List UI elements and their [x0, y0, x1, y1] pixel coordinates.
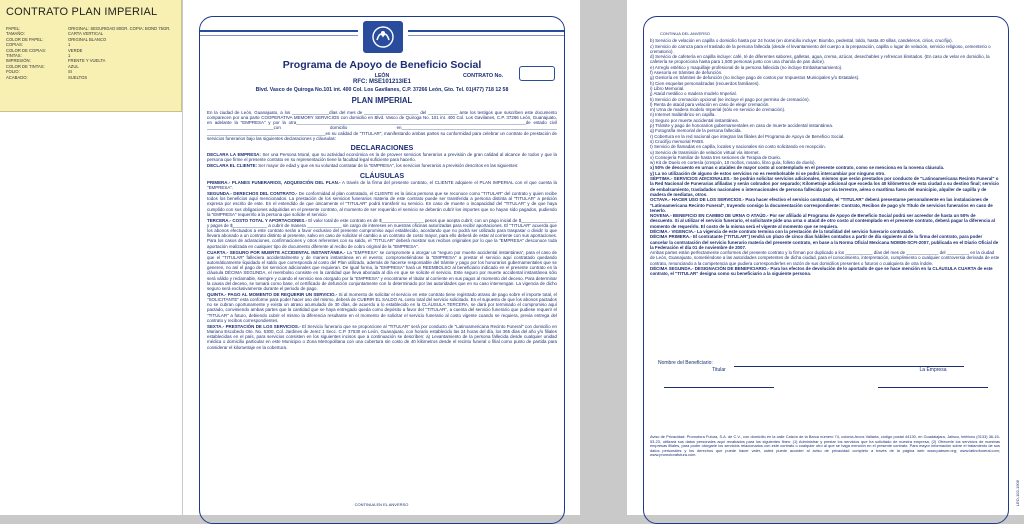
- spec-row: [6, 75, 175, 80]
- spec-key: ACABADO:: [6, 74, 28, 80]
- service-item: Ambas partes están perfectamente conformes del presente contrato y lo firman por duplicado a los ___________ días del mes de _____________ del _________ en la ciudad de León, Guanajuato, sometiéndose a las autoridades competentes de dicha ciudad, para el conocimiento, interpretación, cumplimiento o cualquier controversia derivada de este contrato, renunciando a la competencia que pudiera corresponderles en razón de sus domicilios presentes o futuros o cualquiera de otra índole.: [650, 250, 1000, 266]
- signature-titular: [664, 367, 774, 388]
- service-item: DÉCIMA SEGUNDA.- DESIGNACIÓN DE BENEFICIARIO.- Para los efectos de devolución de lo aportado de que se hace mención en la CLÁUSULA CUARTA de este contrato, el "TITULAR" designa como su beneficiario a la siguiente persona.: [650, 266, 993, 277]
- service-item: DÉCIMA PRIMERA.- El contratante ("TITULAR") tendrá un plazo de cinco días hábiles contados a partir de día siguiente al de la firma del contrato, para poder cancelar la contratación del servicio funerario materia del presente contrato, en base a la Norma Oficial Mexicana NOM36-SCFI-2007, publicada en el Diario Oficial de la Federación el día 01 de noviembre de 2007.: [650, 234, 999, 250]
- service-item: k) Servicio de cremación opcional (se incluye el pago por permiso de cremación).: [650, 96, 810, 102]
- spec-key: TINTAS:: [6, 53, 22, 59]
- plan-title: PLAN IMPERIAL: [351, 96, 413, 105]
- contract-body-front: [207, 110, 557, 351]
- company-address: Blvd. Vasco de Quiroga No.101 int. 400 Col. Los Gavilanes, C.P. 37266 León, Gto. Tel. 01(477) 718 12 58: [255, 87, 509, 93]
- spec-key: FOLIO:: [6, 69, 20, 75]
- service-item: r) Cobertura en la red nacional que integran las filiales del Programa de Apoyo de Beneficio Social.: [650, 133, 845, 139]
- spec-key: PAPEL:: [6, 26, 21, 31]
- clause-1: [207, 180, 557, 190]
- contract-page-back: [627, 0, 1024, 515]
- spec-key: IMPRESIÓN:: [6, 58, 31, 64]
- signature-titular-line: [664, 387, 774, 388]
- service-item: f) Asesoría en trámites de defunción.: [650, 70, 723, 76]
- service-item: e) Arreglo estético y maquillaje profesional de la persona fallecida (no incluye Embalsamamiento).: [650, 64, 843, 70]
- company-rfc: RFC: MSE101213IE1: [352, 79, 412, 85]
- clause-3-text: El valor total de este contrato es de $_________________ pesos que acepta cubrir, con un pago inicial de $______________, y pagos de $______________ a cubrir de manera ______________ sin cargo de intereses en nuestras oficinas autorizadas para recibir aportaciones. El "TITULAR" acuerda que los abonos efectuados a este contrato serán a favor exclusivo del presente compromiso aquí establecido, acordando que no podrá ser utilizado para traspasar o dividir lo que llevara abonado a un contrato distinto al presente, salvo en caso de solicitar el cambio a un contrato de costo mayor, para ello deberá de estar al corriente con sus aportaciones. Para los casos de aclaraciones, confirmaciones y otros referentes con su saldo, el "TITULAR" deberá mostrar sus recibos originales por lo que la "EMPRESA" desconoce toda aportación realizada en cualquier tipo de documento diferente al recibo de cobro original de la "EMPRESA".: [207, 217, 557, 249]
- company-city: LEÓN: [374, 73, 390, 79]
- page-frame: [199, 16, 565, 524]
- service-item: o) Seguro por muerte accidental instantánea.: [650, 117, 739, 123]
- clause-2-text: De conformidad al plan contratado, el CLIENTE es la única persona que se reconoce como "TITULAR" del contrato y quien recibe todos los beneficios aquí mencionados. La prestación de los servicios funerarios materia de este contrato puede ser transferida a persona distinta al "TITULAR" a petición expresa por escrito de este. En el entendido de que únicamente el "TITULAR" podrá transferir su servicio. En caso de muerte o incapacidad del "TITULAR" y de que haya cumplido con sus obligaciones adquiridas en el presente contrato, al momento de ser requerido el servicio se deberán cubrir los importes que no hayan sido pagados, pudiendo la "EMPRESA" requerirlo a la persona que solicite el servicio: [207, 191, 557, 217]
- clause-4-label: CUARTA.- SEGURO POR MUERTE ACCIDENTAL INSTANTÁNEA.-: [207, 249, 346, 255]
- clause-6-text: El Servicio funerario que se proporcione al "TITULAR" será por conducto de "Latinoamericana Recinto Funeral" con domicilio en Mariano Escobedo Ote. No. 5300, Col. Jardines de Jerez 1 Secc. C.P. 37530 en León, Guanajuato, con horario establecido las 24 horas del día, los 365 días del año y/o filiales establecidas en el país, para servicios consisten en los siguientes incisos que a continuación se describen: a) Levantamiento de la persona fallecida desde cualquier unidad médica o domicilio particular en este Municipio o Zona Metropolitana con una cobertura sin costo de 40 kilómetros desde el recinto funeral o filial como punto de partida para considerar el kilometraje en la cobertura.: [207, 323, 558, 350]
- declaraciones-heading: DECLARACIONES: [350, 142, 414, 152]
- spec-key: COPIAS:: [6, 42, 23, 48]
- service-item: OCTAVA.- HACER USO DE LOS SERVICIOS.- Para hacer efectivo el servicio contratado, el "TITULAR" deberá presentarse personalmente en las instalaciones de "Latinoamericana Recinto Funeral", trayendo consigo la documentación correspondiente: Contrato, Recibos de pago y/o Título de servicios funerarios en caso de tenerlo.: [650, 197, 993, 213]
- continue-footer: CONTINUA EN EL ANVERSO: [354, 502, 409, 507]
- service-item: t) Servicio de llamadas en capilla, locales y nacionales sin costo solicitando en recepción.: [650, 144, 826, 150]
- declaration-client-label: DECLARA EL CLIENTE:: [207, 163, 258, 169]
- header-band-left: [200, 30, 358, 32]
- spec-value: ORIGINAL BLANCO: [68, 36, 107, 42]
- service-item: g) Gestoría en trámites de defunción (no incluye pago de costos por Impuestos Municipales y/o Estatales).: [650, 75, 860, 81]
- spec-key: TAMAÑO:: [6, 31, 25, 37]
- signature-titular-label: Titular: [712, 367, 726, 373]
- service-items: [650, 38, 1000, 276]
- clause-3: [207, 218, 557, 249]
- signature-company: [878, 367, 988, 388]
- service-item: i) Libro Memorial.: [650, 85, 685, 91]
- service-item: p) Trámite y pago de honorarios gubernamentales en caso de muerte accidental instantánea.: [650, 123, 834, 129]
- spec-value: AZUL: [68, 63, 79, 69]
- spec-key: COLOR DE PAPEL:: [6, 36, 44, 42]
- intro-paragraph: En la ciudad de León, Guanajuato, a los _______________días del mes de ______________________ del ____________ ante los testigos que suscriben este documento comparecen por una parte COOPERATIVA MEMORY SERVICIOS con domicilio en Blvd. Vasco de Quiroga No. 101 int. 400 Col. Los Gavilanes, C.P. 37266 León, Guanajuato, en adelante la "EMPRESA" y por la otra_____________________________________________________________________________________________de estado civil ___________________________con domicilio en_______________________________________________________________ ________________________________________________en su calidad de "TITULAR", manifestando ambas partes su conformidad para celebrar un contrato de prestación de servicios funerarios bajo las siguientes declaraciones y cláusulas:: [207, 110, 557, 141]
- service-item: q) Fotografía memorial de la persona fallecida.: [650, 128, 742, 134]
- header-band-right-thin: [408, 35, 565, 36]
- signature-company-line: [878, 387, 988, 388]
- clause-5-label: QUINTA.- PAGO AL MOMENTO DE REQUERIR UN SERVICIO.-: [207, 292, 338, 297]
- spec-value: ORIGINAL: SEGURIDAD 80GR. COPIA: BOND 75GR.: [68, 26, 171, 31]
- clause-6: [207, 324, 557, 350]
- service-item: w) Kit de Duelo en cortesía (crespón, 10 moños, rosario, libro guía, folleto de duelo).: [650, 160, 816, 166]
- declaration-client-text: Ser mayor de edad y que es su voluntad contratar de la "EMPRESA", los servicios funerarios a previsión descritos en las siguientes:: [257, 163, 519, 169]
- spec-title: CONTRATO PLAN IMPERIAL: [6, 6, 158, 18]
- page-frame-back: [643, 16, 1009, 524]
- print-spec-sheet: [0, 0, 182, 112]
- service-item: n) Internet Inalámbrico en capilla.: [650, 112, 716, 118]
- service-item: NOVENA.- BENEFICIO EN CAMBIO DE URNA O ATAÚD.- Por ser afiliado al Programa de Apoyo de Beneficio Social podrá ser acreedor de hasta un 50% de descuento. Si al utilizar el servicio funerario, el solicitante pide una urna o ataúd de otro costo al contemplado en el presente contrato, deberá pagar la diferencia al momento de requerirlo. El costo de la misma será el vigente al momento que se requiera.: [650, 213, 995, 229]
- clause-2-label: SEGUNDA.- DERECHOS DEL CONTRATO.-: [207, 191, 298, 197]
- signature-row: [664, 367, 988, 388]
- spec-value: 1: [68, 42, 71, 48]
- beneficiary-label: Nombre del Beneficiario:: [658, 360, 713, 366]
- service-item: m) Urna de madera modelo Imperial (sólo en servicio de cremación).: [650, 107, 786, 113]
- clause-4: [207, 250, 557, 291]
- service-item: v) Consejería Familiar de hasta tres sesiones de Terapia de Duelo.: [650, 154, 782, 160]
- spec-value: SI: [68, 69, 72, 75]
- spec-value: SUELTOS: [68, 74, 88, 80]
- service-item: b) Servicio de velación en capilla o domicilio hasta por 24 horas (en domicilio incluye: Biombo, pedestal, toldo, hasta 40 sillas, candeleros, cirios, crucifijo).: [650, 38, 953, 44]
- service-item: x) 50% de descuento en urnas o ataúdes de mayor costo al contemplado en el presente contrato, como se menciona en la novena cláusula.: [650, 165, 945, 171]
- spec-key: COLOR DE COPIAS:: [6, 47, 47, 53]
- spec-value: FRENTE Y VUELTA: [68, 58, 106, 64]
- clause-4-text: La "EMPRESA" se compromete a otorgar un "seguro por muerte accidental instantánea", para el caso de que el "TITULAR" falleciera accidentalmente y de manera instantánea en el evento; comprometiéndose la "EMPRESA" a prestar el servicio aquí contratado quedando automáticamente liquidado el saldo que corresponda al costo del Plan utilizado, además de hacerse responsable del trámite y pago por los honorarios gubernamentales que se generen, no así el pago de los servicios adicionales que requieran. De igual forma, la "EMPRESA" hará un REEMBOLSO al beneficiario indicado en el presente contrato en la cláusula DÉCIMA SEGUNDA, el reembolso consiste en la cantidad que lleva abonada al día en que se solicite el servicio. Este seguro por muerte accidental instantánea sólo será válido y reclamable, siempre y cuando el servicio sea otorgado por la "EMPRESA" y encontrarse el titular al corriente en sus pagos al momento del deceso. Para determinar la causa del deceso, se tomará como base, el certificado de defunción conjuntamente con lo determinado por las autoridades que en su caso intervengan. La vigencia de dicho seguro será exclusivamente durante el periodo de pago.: [207, 249, 557, 291]
- clause-1-label: PRIMERA.- PLANES FUNERARIOS, ADQUISICIÓN DEL PLAN.-: [207, 179, 341, 185]
- spec-rows: [6, 26, 175, 80]
- header-band-right: [408, 30, 565, 32]
- continue-header: CONTINUA DEL ANVERSO: [660, 31, 710, 36]
- service-item: DÉCIMA.- VIGENCIA.- La vigencia de este contrato termina con la prestación de la totalidad del servicio funerario contratado.: [650, 228, 915, 234]
- signature-company-label: La Empresa: [919, 367, 947, 373]
- clause-5: [207, 292, 557, 323]
- service-item: h) Cien esquelas personalizadas (recuerdos familiares).: [650, 80, 760, 86]
- spec-value: 1: [68, 53, 71, 59]
- clause-6-label: SEXTA.- PRESTACIÓN DE LOS SERVICIOS.-: [207, 323, 301, 329]
- clausulas-heading: CLÁUSULAS: [359, 170, 405, 180]
- service-item: l) Renta de ataúd para velación en caso de elegir cremación.: [650, 101, 770, 107]
- service-item: s) Crucifijo memorial PABS.: [650, 138, 705, 144]
- clause-3-label: TERCERA.- COSTO TOTAL Y APORTACIONES.-: [207, 217, 307, 223]
- contract-page-front: [183, 0, 580, 515]
- header-band-left-thin: [200, 35, 358, 36]
- contract-body-back: [650, 31, 1000, 277]
- declaration-company-text: Ser una Persona Moral, que su actividad económica es la de proveer servicios funerarios a previsión de gran calidad al alcance de todos y que la persona que firme el presente contrato en su representación tiene la facultad legal suficiente para hacerlo.: [207, 152, 558, 163]
- service-item: SÉPTIMA.- SERVICIOS ADICIONALES.- Se podrán solicitar servicios adicionales, mismos que serán prestados por conducto de "Latinoamericana Recinto Funeral" o la Red Nacional de Funerarias afiliadas y serán cobrados por separado; Kilometraje adicional que exceda los 40 kilómetros de esta ciudad a su destino final; servicio de embalsamiento, trasladados nacionales o internacionales de persona fallecida por vía terrestre, aérea o marítima fuera del municipio, alquiler de capilla y de madera de mediatas, otros.: [650, 176, 999, 197]
- hands-logo-icon: [370, 25, 396, 49]
- clause-1-text: A través de la firma del presente contrato, el CLIENTE adquiere el PLAN IMPERIAL con el que cuenta la "EMPRESA".: [207, 179, 557, 190]
- service-item: u) Servicio de trasmisión de velación virtual vía internet.: [650, 149, 760, 155]
- contract-number-label: CONTRATO No.: [463, 73, 504, 79]
- spec-value: CARTA VERTICAL: [68, 31, 104, 37]
- declaration-company-label: DECLARA LA EMPRESA:: [207, 152, 261, 158]
- service-item: d) Servicio de cafetería en capilla incluye: café, té de diferentes sabores, galletas, agua, crema, azúcar, desechables y refrescos ilimitados. (En caso de velar en domicilio, la cafetería se proporciona hasta para 1,500 personas junto con una charola de pan dulce).: [650, 54, 990, 65]
- contract-number-box: [519, 66, 555, 81]
- service-item: y) La no utilización de alguno de estos servicios no es reembolsable ni se podrá intercambiar por ninguno otro.: [650, 170, 886, 176]
- company-logo: [363, 21, 403, 53]
- clause-2: [207, 191, 557, 217]
- service-item: c) Servicio de carroza para el traslado de la persona fallecida (desde el levantamiento del cuerpo a la preparación, capilla o lugar de velación, servicio religioso, cementerio o crematorio).: [650, 43, 991, 54]
- service-item: j) Ataúd metálico o madera modelo Imperial.: [650, 91, 737, 97]
- spec-value: VERDE: [68, 47, 83, 53]
- declaration-client: [207, 163, 557, 168]
- declaration-company: [207, 152, 557, 162]
- privacy-notice: Aviso de Privacidad: Promotora Futura, S.A. de C.V., con domicilio en la calle Calzón de la Barca número 74, colonia Arcos Vallarta, código postal 44130, en Guadalajara, Jalisco, teléfono (0133) 36-15-53-23, utilizará sus datos personales aquí recabados para los siguientes fines: (1) Administrar y prestar los servicios que ha solicitado de nuestra empresa, (2) Ofrecerle los servicios de nuestras empresas filiales, para poder otorgarle los servicios relacionados con este contrato o cualquier otro al que se haga mención en el presente contrato. Para mayor información sobre el tratamiento de sus datos personales y los derechos que puede hacer valer, usted puede acceder al aviso de privacidad completo a través de la página web www.pabsmr.org; www.latinofuneral.com; www.promotorafutura.com.: [650, 434, 1000, 458]
- spec-key: COLOR DE TINTAS:: [6, 63, 45, 69]
- brand-name: Programa de Apoyo de Beneficio Social: [282, 59, 482, 71]
- clause-5-text: Si al momento de solicitar el servicio en este contrato tiene registrado atraso de pago sobre el importe total, el "SOLICITANTE" esta conforme para poder hacer uso del mismo, deberá de CUBRIR EL SALDO AL costo total del servicio solicitado. En el supuesto de que los abonos pactados no se cubran oportunamente y exista un atraso acumulado de 30 días, de acuerdo a lo establecido en la CLÁUSULA TERCERA, se dará por terminado el compromiso aquí pactado, conviniendo ambas partes que la cantidad que se haya entregado queda como depósito a favor del "TITULAR", a cuenta del servicio funerario que pudiese requerir el "TITULAR" a futuro, debiendo cubrir el mismo la diferencia resultante en el momento de solicitar el servicio funerario al costo vigente cuando se requiera, previa entrega del contrato y recibos correspondientes.: [207, 292, 557, 323]
- form-code: LEO-102-1906: [1015, 480, 1020, 507]
- left-panel: [0, 0, 182, 515]
